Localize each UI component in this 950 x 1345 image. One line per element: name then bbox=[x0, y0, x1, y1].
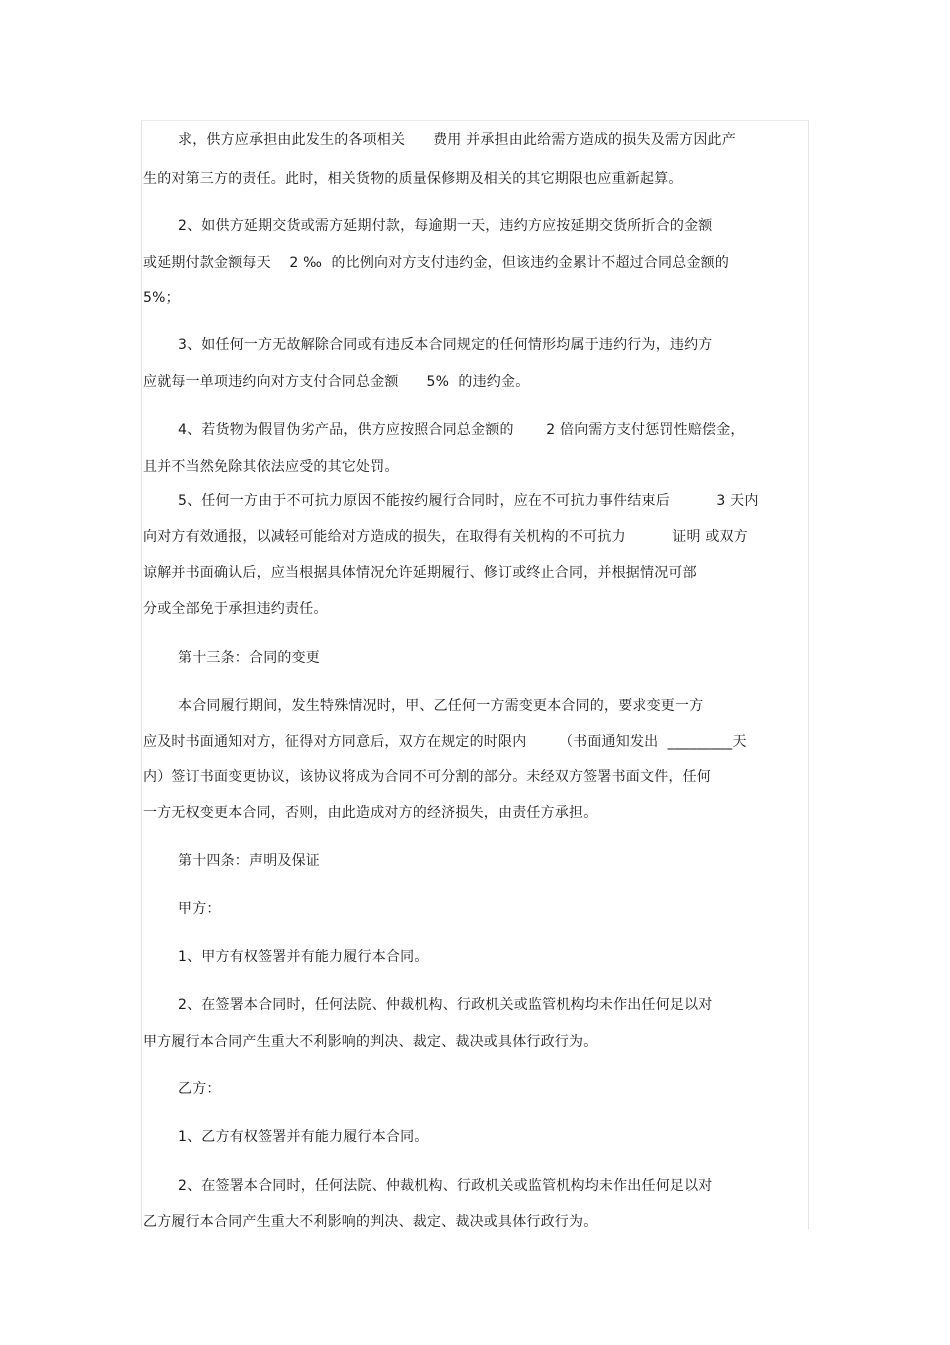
text-line: 谅解并书面确认后，应当根据具体情况允许延期履行、修订或终止合同，并根据情况可部 bbox=[143, 565, 697, 581]
text-line: 应就每一单项违约向对方支付合同总金额 5% 的违约金。 bbox=[143, 374, 530, 390]
text-line: 或延期付款金额每天 2 ‰ 的比例向对方支付违约金，但该违约金累计不超过合同总金额的 bbox=[143, 255, 730, 271]
text-line: 应及时书面通知对方，征得对方同意后，双方在规定的时限内 （书面通知发出 _________天 bbox=[143, 734, 747, 750]
text-line: 内）签订书面变更协议，该协议将成为合同不可分割的部分。未经双方签署书面文件，任何 bbox=[143, 769, 711, 785]
text-line: 且并不当然免除其依法应受的其它处罚。 bbox=[143, 459, 399, 475]
text-line: 2、在签署本合同时，任何法院、仲裁机构、行政机关或监管机构均未作出任何足以对 bbox=[178, 1178, 713, 1194]
text-line: 5、任何一方由于不可抗力原因不能按约履行合同时，应在不可抗力事件结束后 3 天内 bbox=[178, 493, 759, 509]
text-line: 一方无权变更本合同，否则，由此造成对方的经济损失，由责任方承担。 bbox=[143, 805, 598, 821]
page-frame bbox=[141, 120, 809, 1229]
section-heading: 第十四条：声明及保证 bbox=[178, 853, 320, 869]
text-line: 2、如供方延期交货或需方延期付款，每逾期一天，违约方应按延期交货所折合的金额 bbox=[178, 218, 713, 234]
text-line: 2、在签署本合同时，任何法院、仲裁机构、行政机关或监管机构均未作出任何足以对 bbox=[178, 997, 713, 1013]
text-line: 乙方履行本合同产生重大不利影响的判决、裁定、裁决或具体行政行为。 bbox=[143, 1214, 598, 1230]
text-line: 甲方履行本合同产生重大不利影响的判决、裁定、裁决或具体行政行为。 bbox=[143, 1034, 598, 1050]
text-line: 生的对第三方的责任。此时，相关货物的质量保修期及相关的其它期限也应重新起算。 bbox=[143, 171, 683, 187]
text-line: 1、甲方有权签署并有能力履行本合同。 bbox=[178, 949, 429, 965]
text-line: 分或全部免于承担违约责任。 bbox=[143, 601, 328, 617]
text-line: 本合同履行期间，发生特殊情况时，甲、乙任何一方需变更本合同的，要求变更一方 bbox=[178, 698, 704, 714]
text-line: 向对方有效通报，以减轻可能给对方造成的损失，在取得有关机构的不可抗力 证明 或双方 bbox=[143, 529, 748, 545]
section-heading: 第十三条：合同的变更 bbox=[178, 650, 320, 666]
text-line: 1、乙方有权签署并有能力履行本合同。 bbox=[178, 1129, 429, 1145]
party-label: 甲方： bbox=[178, 901, 221, 917]
party-label: 乙方： bbox=[178, 1081, 221, 1097]
text-line: 5%； bbox=[143, 290, 180, 306]
text-line: 4、若货物为假冒伪劣产品，供方应按照合同总金额的 2 倍向需方支付惩罚性赔偿金， bbox=[178, 422, 745, 438]
text-line: 3、如任何一方无故解除合同或有违反本合同规定的任何情形均属于违约行为，违约方 bbox=[178, 337, 713, 353]
text-line: 求，供方应承担由此发生的各项相关 费用 并承担由此给需方造成的损失及需方因此产 bbox=[178, 132, 736, 148]
